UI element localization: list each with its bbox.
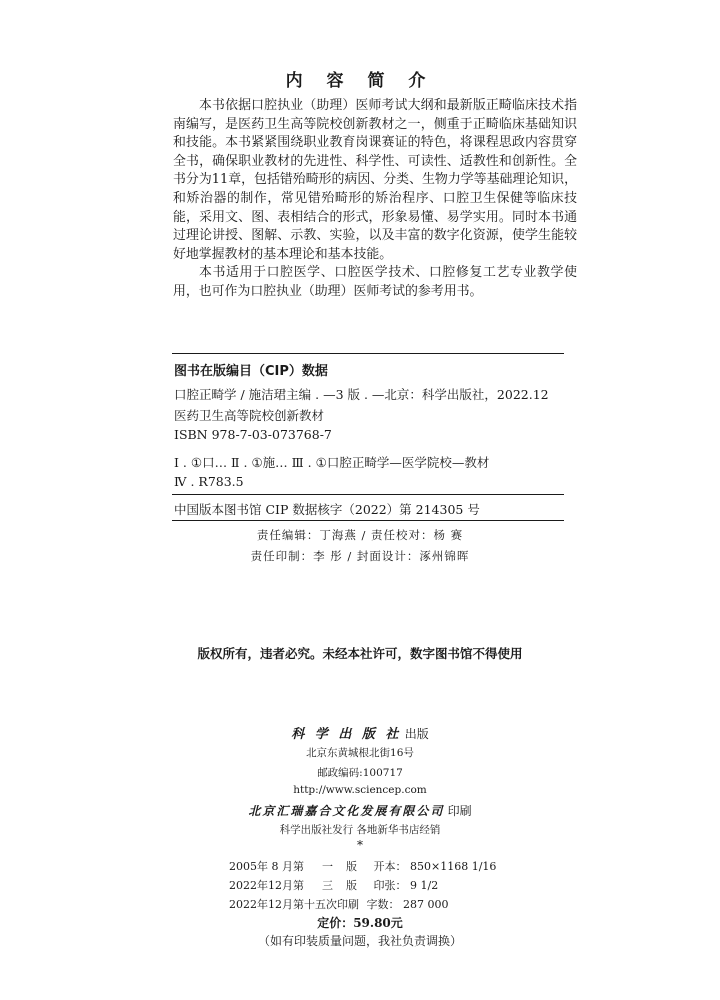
spec-edition-number: 一 bbox=[322, 860, 333, 873]
publisher-line bbox=[0, 723, 720, 742]
cip-top-rule bbox=[172, 353, 564, 354]
distribution-line: 科学出版社发行 各地新华书店经销 bbox=[279, 824, 441, 836]
editorial-staff-line-1: 责任编辑：丁海燕 / 责任校对：杨 赛 bbox=[256, 528, 464, 542]
cip-subject-line: Ⅰ . ①口… Ⅱ . ①施… Ⅲ . ①口腔正畸学—医学院校—教材 bbox=[174, 455, 490, 470]
publisher-suffix: 出版 bbox=[404, 727, 429, 741]
page-title: 内 容 简 介 bbox=[285, 71, 435, 91]
spec-value: 287 000 bbox=[403, 898, 449, 911]
cip-classification-line: Ⅳ . R783.5 bbox=[174, 474, 244, 489]
cip-middle-rule bbox=[172, 494, 564, 495]
publisher-website: http://www.sciencep.com bbox=[293, 784, 427, 796]
printer-name: 北京汇瑞嘉合文化发展有限公司 bbox=[248, 804, 445, 818]
spec-label: 印张： bbox=[373, 879, 407, 892]
spec-edition-unit: 版 bbox=[346, 860, 357, 873]
cip-bottom-rule bbox=[172, 520, 564, 521]
price: 定价：59.80元 bbox=[317, 916, 403, 930]
printer-line bbox=[0, 802, 720, 819]
intro-paragraph-1: 本书依据口腔执业（助理）医师考试大纲和最新版正畸临床技术指南编写，是医药卫生高等院校创新教材之一，侧重于正畸临床基础知识和技能。本书紧紧围绕职业教育岗课赛证的特色，将课程思政内容贯穿全书，确保职业教材的先进性、科学性、可读性、适教性和创新性。全书分为11章，包括错殆畸形的病因、分类、生物力学等基础理论知识，和矫治器的制作，常见错殆畸形的矫治程序、口腔卫生保健等临床技能，采用文、图、表相结合的形式，形象易懂、易学实用。同时本书通过理论讲授、图解、示教、实验，以及丰富的数字化资源，使学生能较好地掌握教材的基本理论和基本技能。 bbox=[173, 98, 577, 262]
spec-value: 850×1168 1/16 bbox=[410, 860, 497, 873]
spec-row bbox=[229, 877, 438, 893]
printer-suffix: 印刷 bbox=[447, 804, 472, 818]
publisher-address: 北京东黄城根北街16号 bbox=[306, 747, 414, 759]
cip-title-line: 口腔正畸学 / 施洁珺主编 . —3 版 . —北京：科学出版社，2022.12 bbox=[174, 387, 549, 402]
return-note: （如有印装质量问题，我社负责调换） bbox=[257, 934, 462, 948]
book-introduction bbox=[173, 97, 577, 302]
cip-isbn-line: ISBN 978-7-03-073768-7 bbox=[174, 427, 332, 442]
spec-edition: 2022年12月第十五次印刷 bbox=[229, 898, 359, 911]
spec-value: 9 1/2 bbox=[410, 879, 439, 892]
spec-edition: 2005年 8 月第 bbox=[229, 860, 304, 873]
cip-heading: 图书在版编目（CIP）数据 bbox=[174, 364, 328, 379]
separator-star: * bbox=[357, 838, 363, 852]
cip-series-line: 医药卫生高等院校创新教材 bbox=[174, 408, 325, 423]
spec-row bbox=[229, 896, 449, 912]
spec-label: 开本： bbox=[373, 860, 407, 873]
spec-label: 字数： bbox=[366, 898, 400, 911]
spec-edition-number: 三 bbox=[322, 879, 333, 892]
intro-paragraph-2: 本书适用于口腔医学、口腔医学技术、口腔修复工艺专业教学使用，也可作为口腔执业（助理）医师考试的参考用书。 bbox=[173, 265, 577, 299]
spec-row bbox=[229, 858, 496, 874]
publisher-postcode: 邮政编码:100717 bbox=[317, 767, 403, 779]
spec-edition-unit: 版 bbox=[346, 879, 357, 892]
editorial-staff-line-2: 责任印制：李 彤 / 封面设计：涿州锦晖 bbox=[250, 549, 470, 563]
publisher-name: 科 学 出 版 社 bbox=[291, 727, 402, 742]
cip-record-number: 中国版本图书馆 CIP 数据核字（2022）第 214305 号 bbox=[174, 502, 480, 517]
copyright-notice: 版权所有，违者必究。未经本社许可，数字图书馆不得使用 bbox=[197, 646, 523, 661]
spec-edition: 2022年12月第 bbox=[229, 879, 304, 892]
